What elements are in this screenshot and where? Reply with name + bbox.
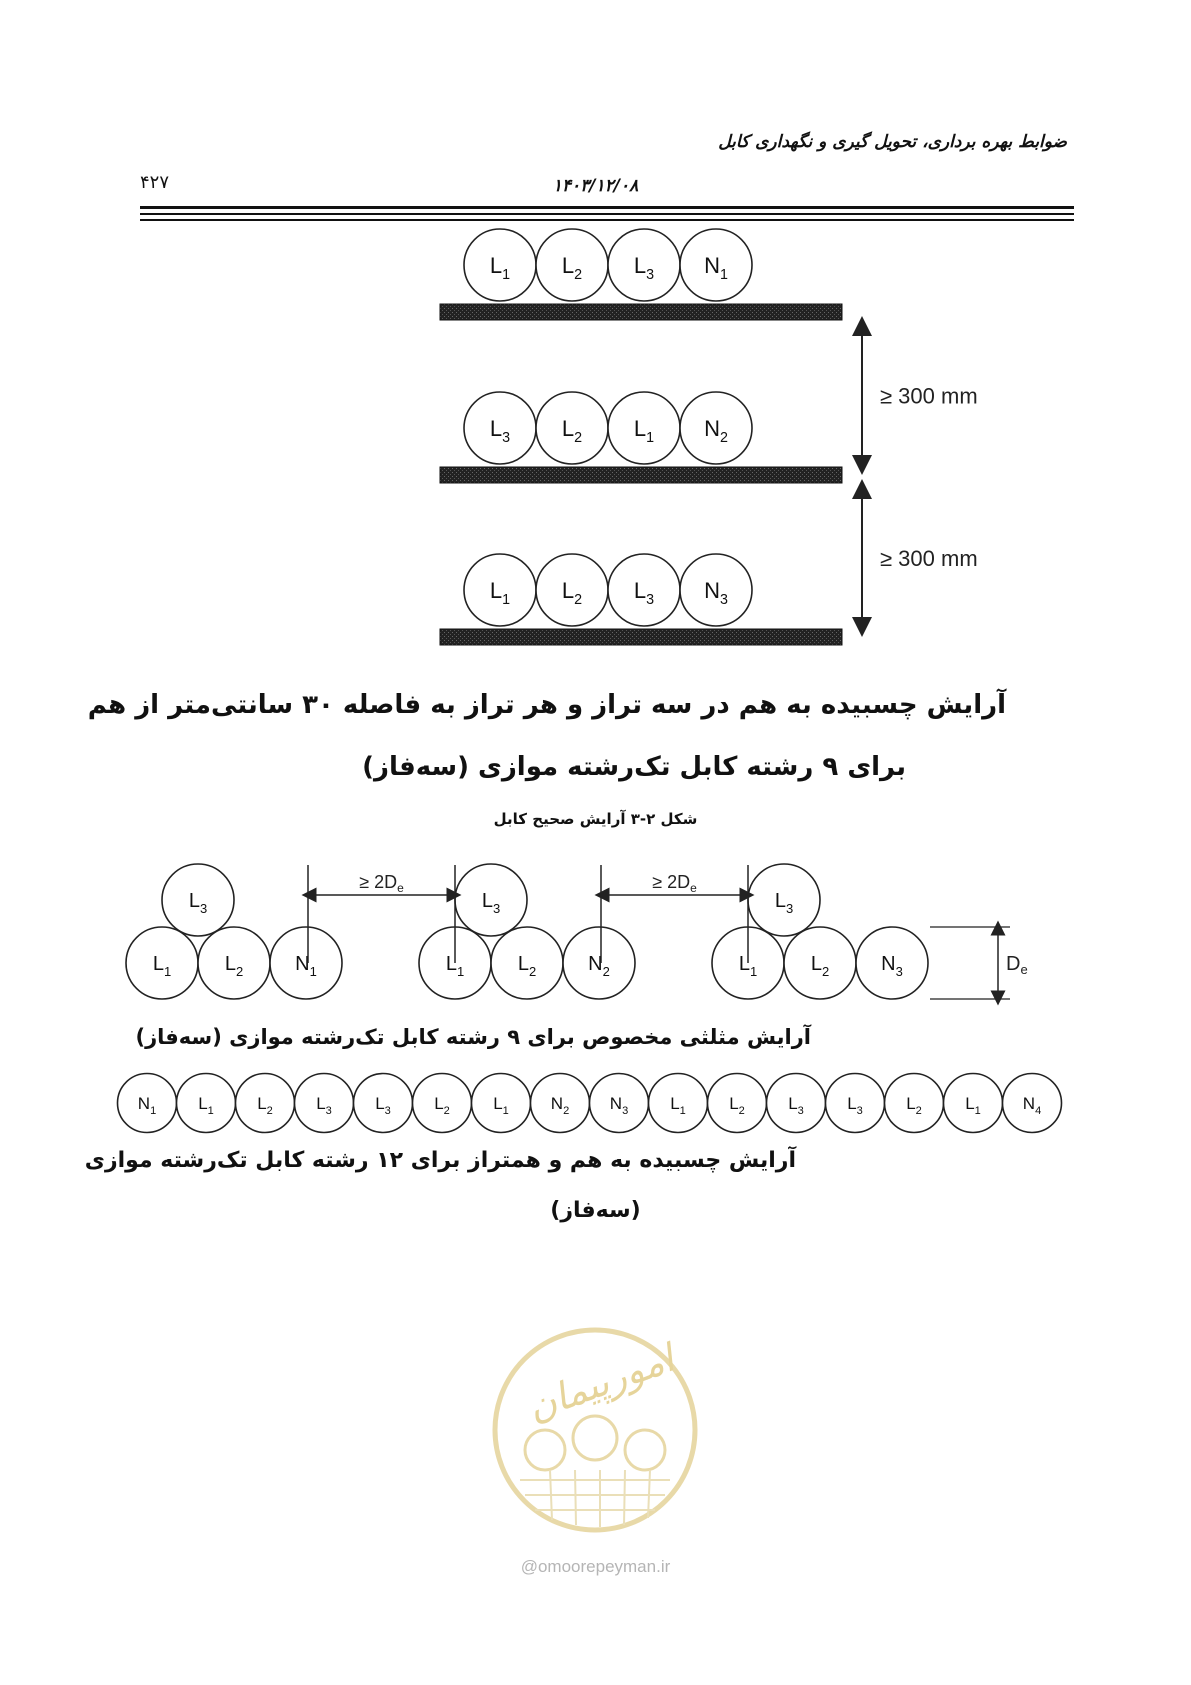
cable-circle — [472, 1074, 531, 1133]
svg-text:N3: $N_3$ — [881, 953, 903, 979]
trefoil-group-1 — [126, 864, 342, 999]
diameter-label: $D_e$ — [1006, 953, 1028, 977]
cable-tray — [440, 467, 842, 483]
svg-text:L3: $L_3$ — [188, 890, 208, 916]
svg-text:N1: $N_1$ — [295, 953, 317, 979]
cable-circle — [680, 392, 752, 464]
svg-text:L2: $L_2$ — [729, 1094, 745, 1117]
cable-circle — [531, 1074, 590, 1133]
cable-circle — [270, 927, 342, 999]
svg-text:L2: $L_2$ — [906, 1094, 922, 1117]
document-date: ۱۴۰۳/۱۲/۰۸ — [552, 176, 639, 196]
svg-text:N3: $N_3$ — [609, 1094, 629, 1117]
tray-row-3 — [464, 554, 752, 626]
cable-circle — [885, 1074, 944, 1133]
figure-label: شکل ۲-۳ آرایش صحیح کابل — [493, 810, 698, 828]
svg-text:L1: $L_1$ — [738, 953, 758, 979]
flat-caption-line1: آرایش چسبیده به هم و همتراز برای ۱۲ رشته کابل تک‌رشته موازی — [84, 1148, 796, 1173]
flat-arrangement-figure — [0, 1065, 1191, 1140]
cable-circle — [608, 229, 680, 301]
cable-circle — [118, 1074, 177, 1133]
trefoil-caption: آرایش مثلثی مخصوص برای ۹ رشته کابل تک‌رشته موازی (سه‌فاز) — [135, 1025, 811, 1049]
cable-circle — [464, 554, 536, 626]
svg-text:L1: $L_1$ — [445, 953, 465, 979]
svg-text:N2: $N_2$ — [588, 953, 610, 979]
cable-circle — [680, 229, 752, 301]
svg-text:N1: $N_1$ — [704, 252, 728, 284]
cable-circle — [295, 1074, 354, 1133]
cable-circle — [1003, 1074, 1062, 1133]
svg-text:L1: $L_1$ — [633, 415, 655, 447]
cable-circle — [491, 927, 563, 999]
cable-circle — [784, 927, 856, 999]
svg-text:L3: $L_3$ — [788, 1094, 804, 1117]
tray-caption-line1: آرایش چسبیده به هم در سه تراز و هر تراز به فاصله ۳۰ سانتی‌متر از هم — [87, 690, 1006, 720]
svg-text:L2: $L_2$ — [810, 953, 830, 979]
page-number: ۴۲۷ — [140, 172, 170, 193]
cable-circle — [236, 1074, 295, 1133]
svg-text:N1: $N_1$ — [137, 1094, 157, 1117]
watermark-logo — [480, 1320, 710, 1560]
cable-circle — [455, 864, 527, 936]
cable-circle — [177, 1074, 236, 1133]
svg-text:L2: $L_2$ — [561, 415, 583, 447]
cable-circle — [608, 554, 680, 626]
svg-text:L2: $L_2$ — [224, 953, 244, 979]
cable-circle — [748, 864, 820, 936]
cable-tray — [440, 629, 842, 645]
svg-text:L3: $L_3$ — [847, 1094, 863, 1117]
svg-text:L3: $L_3$ — [375, 1094, 391, 1117]
tray-arrangement-figure — [0, 0, 1191, 680]
svg-text:N4: $N_4$ — [1022, 1094, 1042, 1117]
svg-text:N2: $N_2$ — [704, 415, 728, 447]
svg-text:L1: $L_1$ — [493, 1094, 509, 1117]
svg-text:L1: $L_1$ — [670, 1094, 686, 1117]
cable-circle — [536, 554, 608, 626]
watermark-grid-icon — [520, 1470, 670, 1527]
cable-circle — [708, 1074, 767, 1133]
gap-label: ≥ $2D_e$ — [652, 872, 697, 895]
svg-text:N3: $N_3$ — [704, 577, 728, 609]
cable-circle — [563, 927, 635, 999]
svg-text:L1: $L_1$ — [198, 1094, 214, 1117]
tray-caption-line2: برای ۹ رشته کابل تک‌رشته موازی (سه‌فاز) — [362, 752, 906, 782]
cable-circle — [590, 1074, 649, 1133]
svg-text:L1: $L_1$ — [489, 577, 511, 609]
svg-text:L2: $L_2$ — [561, 252, 583, 284]
svg-text:N2: $N_2$ — [550, 1094, 570, 1117]
tray-row-1 — [464, 229, 752, 301]
watermark-url: @omoorepeyman.ir — [520, 1557, 671, 1576]
svg-text:L3: $L_3$ — [481, 890, 501, 916]
cable-circle — [198, 927, 270, 999]
svg-text:L2: $L_2$ — [257, 1094, 273, 1117]
svg-text:L3: $L_3$ — [774, 890, 794, 916]
cable-circle — [126, 927, 198, 999]
cable-circle — [536, 229, 608, 301]
cable-circle — [162, 864, 234, 936]
cable-circle — [464, 229, 536, 301]
cable-circle — [826, 1074, 885, 1133]
svg-text:L2: $L_2$ — [561, 577, 583, 609]
svg-text:L3: $L_3$ — [633, 577, 655, 609]
tray-row-2 — [464, 392, 752, 464]
cable-circle — [680, 554, 752, 626]
svg-text:L3: $L_3$ — [489, 415, 511, 447]
flat-caption-line2: (سه‌فاز) — [550, 1198, 641, 1223]
document-title: ضوابط بهره برداری، تحویل گیری و نگهداری کابل — [718, 132, 1067, 152]
svg-text:L3: $L_3$ — [316, 1094, 332, 1117]
svg-text:L1: $L_1$ — [965, 1094, 981, 1117]
cable-circle — [608, 392, 680, 464]
spacing-label: ≥ 300 mm — [880, 546, 978, 571]
svg-text:L1: $L_1$ — [489, 252, 511, 284]
cable-circle — [413, 1074, 472, 1133]
trefoil-group-3 — [712, 864, 928, 999]
svg-text:L1: $L_1$ — [152, 953, 172, 979]
cable-circle — [464, 392, 536, 464]
svg-text:L2: $L_2$ — [434, 1094, 450, 1117]
cable-circle — [649, 1074, 708, 1133]
trefoil-group-2 — [419, 864, 635, 999]
spacing-label: ≥ 300 mm — [880, 383, 978, 409]
svg-text:L2: $L_2$ — [517, 953, 537, 979]
cable-circle — [536, 392, 608, 464]
cable-circle — [856, 927, 928, 999]
trefoil-arrangement-figure — [0, 840, 1191, 1020]
cable-circle — [767, 1074, 826, 1133]
cable-circle — [944, 1074, 1003, 1133]
cable-tray — [440, 304, 842, 320]
watermark-brand-text: امورپیمان — [522, 1337, 680, 1430]
gap-label: ≥ $2D_e$ — [359, 872, 404, 895]
svg-text:L3: $L_3$ — [633, 252, 655, 284]
cable-circle — [354, 1074, 413, 1133]
